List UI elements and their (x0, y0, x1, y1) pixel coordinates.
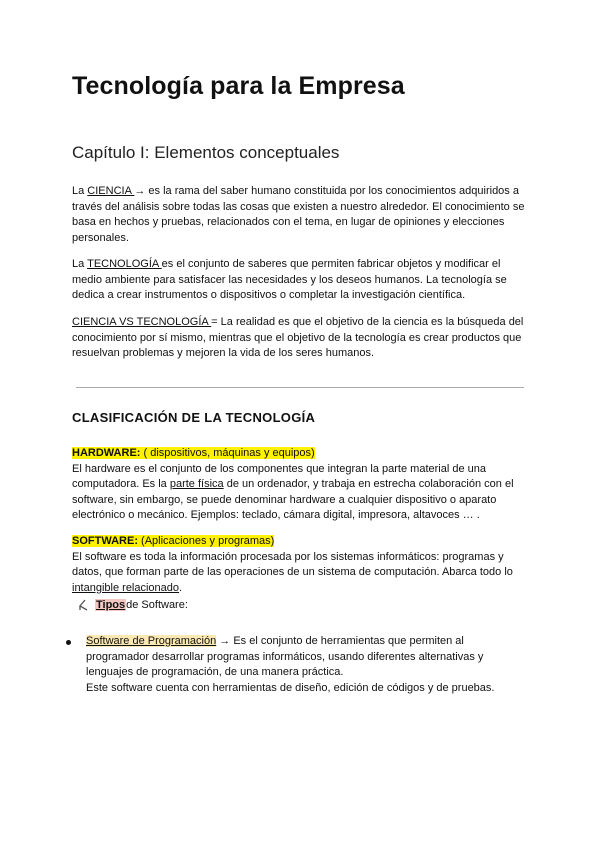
hardware-label: HARDWARE: (72, 447, 141, 459)
chapter-subtitle: Capítulo I: Elementos conceptuales (72, 143, 340, 162)
bullet-body-2: Este software cuenta con herramientas de diseño, edición de códigos y de pruebas. (86, 681, 495, 694)
p1-body: → es la rama del saber humano constituida por los conocimientos adquiridos a través del análisis sobre todas las cosas que existen a nuestro alrededor. El conocimiento se basa en hechos y pruebas, relacionados con el tema, en lugar de opiniones y elecciones personales. (72, 185, 525, 244)
p1-prefix: La (72, 185, 88, 197)
arrow-return-icon (76, 598, 90, 612)
tipos-rest: de Software: (126, 599, 188, 611)
hardware-section (72, 446, 528, 524)
term-ciencia-vs-tecnologia: CIENCIA VS TECNOLOGÍA (72, 316, 212, 328)
hardware-text-a: El hardware es el conjunto de los componentes que integran la parte material de una computadora. Es la (72, 462, 486, 490)
link-intangible-relacionado[interactable]: intangible relacionado (72, 581, 180, 594)
bullet-dot-icon (66, 640, 71, 645)
paragraph-ciencia-vs-tecnologia (72, 315, 528, 362)
software-detail: (Aplicaciones y programas) (138, 535, 275, 547)
software-highlight (72, 535, 274, 547)
paragraph-tecnologia (72, 257, 528, 304)
p3-body: = La realidad es que el objetivo de la ciencia es la búsqueda del conocimiento por sí mismo, mientras que el objetivo de la tecnología es crear productos que resuelvan problemas y mejoren la vida de los seres humanos. (72, 316, 524, 359)
section-heading: CLASIFICACIÓN DE LA TECNOLOGÍA (72, 410, 316, 425)
software-section (72, 534, 528, 596)
tipos-bold: Tipos (96, 599, 126, 611)
link-parte-fisica[interactable]: parte física (169, 478, 224, 490)
term-ciencia: CIENCIA (87, 185, 135, 197)
software-text-b: . (179, 581, 183, 594)
bullet-text (86, 634, 528, 696)
bullet-body: → Es el conjunto de herramientas que permiten al programador desarrollar programas informáticos, usando diferentes alternativas y lenguajes de programación, de una manera práctica. (86, 635, 484, 678)
paragraph-ciencia (72, 184, 528, 246)
tipos-line (76, 598, 188, 612)
document-title: Tecnología para la Empresa (72, 72, 405, 100)
list-item (72, 634, 528, 696)
term-software-programacion: Software de Programación (86, 635, 217, 647)
term-tecnologia: TECNOLOGÍA (87, 258, 162, 270)
hardware-text-b: de un ordenador, y trabaja en estrecha colaboración con el software, sin embargo, se puede denominar hardware a cualquier dispositivo o aparato electrónico o mecánico. Ejemplos: teclado, cámara digital, impresora, altavoces … . (72, 478, 514, 521)
p2-prefix: La (72, 258, 88, 270)
horizontal-divider (76, 387, 524, 388)
software-label: SOFTWARE: (72, 535, 138, 547)
hardware-highlight (72, 447, 315, 459)
p2-body: es el conjunto de saberes que permiten fabricar objetos y modificar el medio ambiente para satisfacer las necesidades y los deseos humanos. La tecnología se dedica a crear instrumentos o dispositivos o completar la investigación científica. (72, 258, 507, 301)
hardware-detail: ( dispositivos, máquinas y equipos) (140, 447, 315, 459)
software-text-a: El software es toda la información procesada por los sistemas informáticos: programas y datos, que forman parte de las operaciones de un sistema de computación. Abarca todo lo (72, 550, 513, 578)
